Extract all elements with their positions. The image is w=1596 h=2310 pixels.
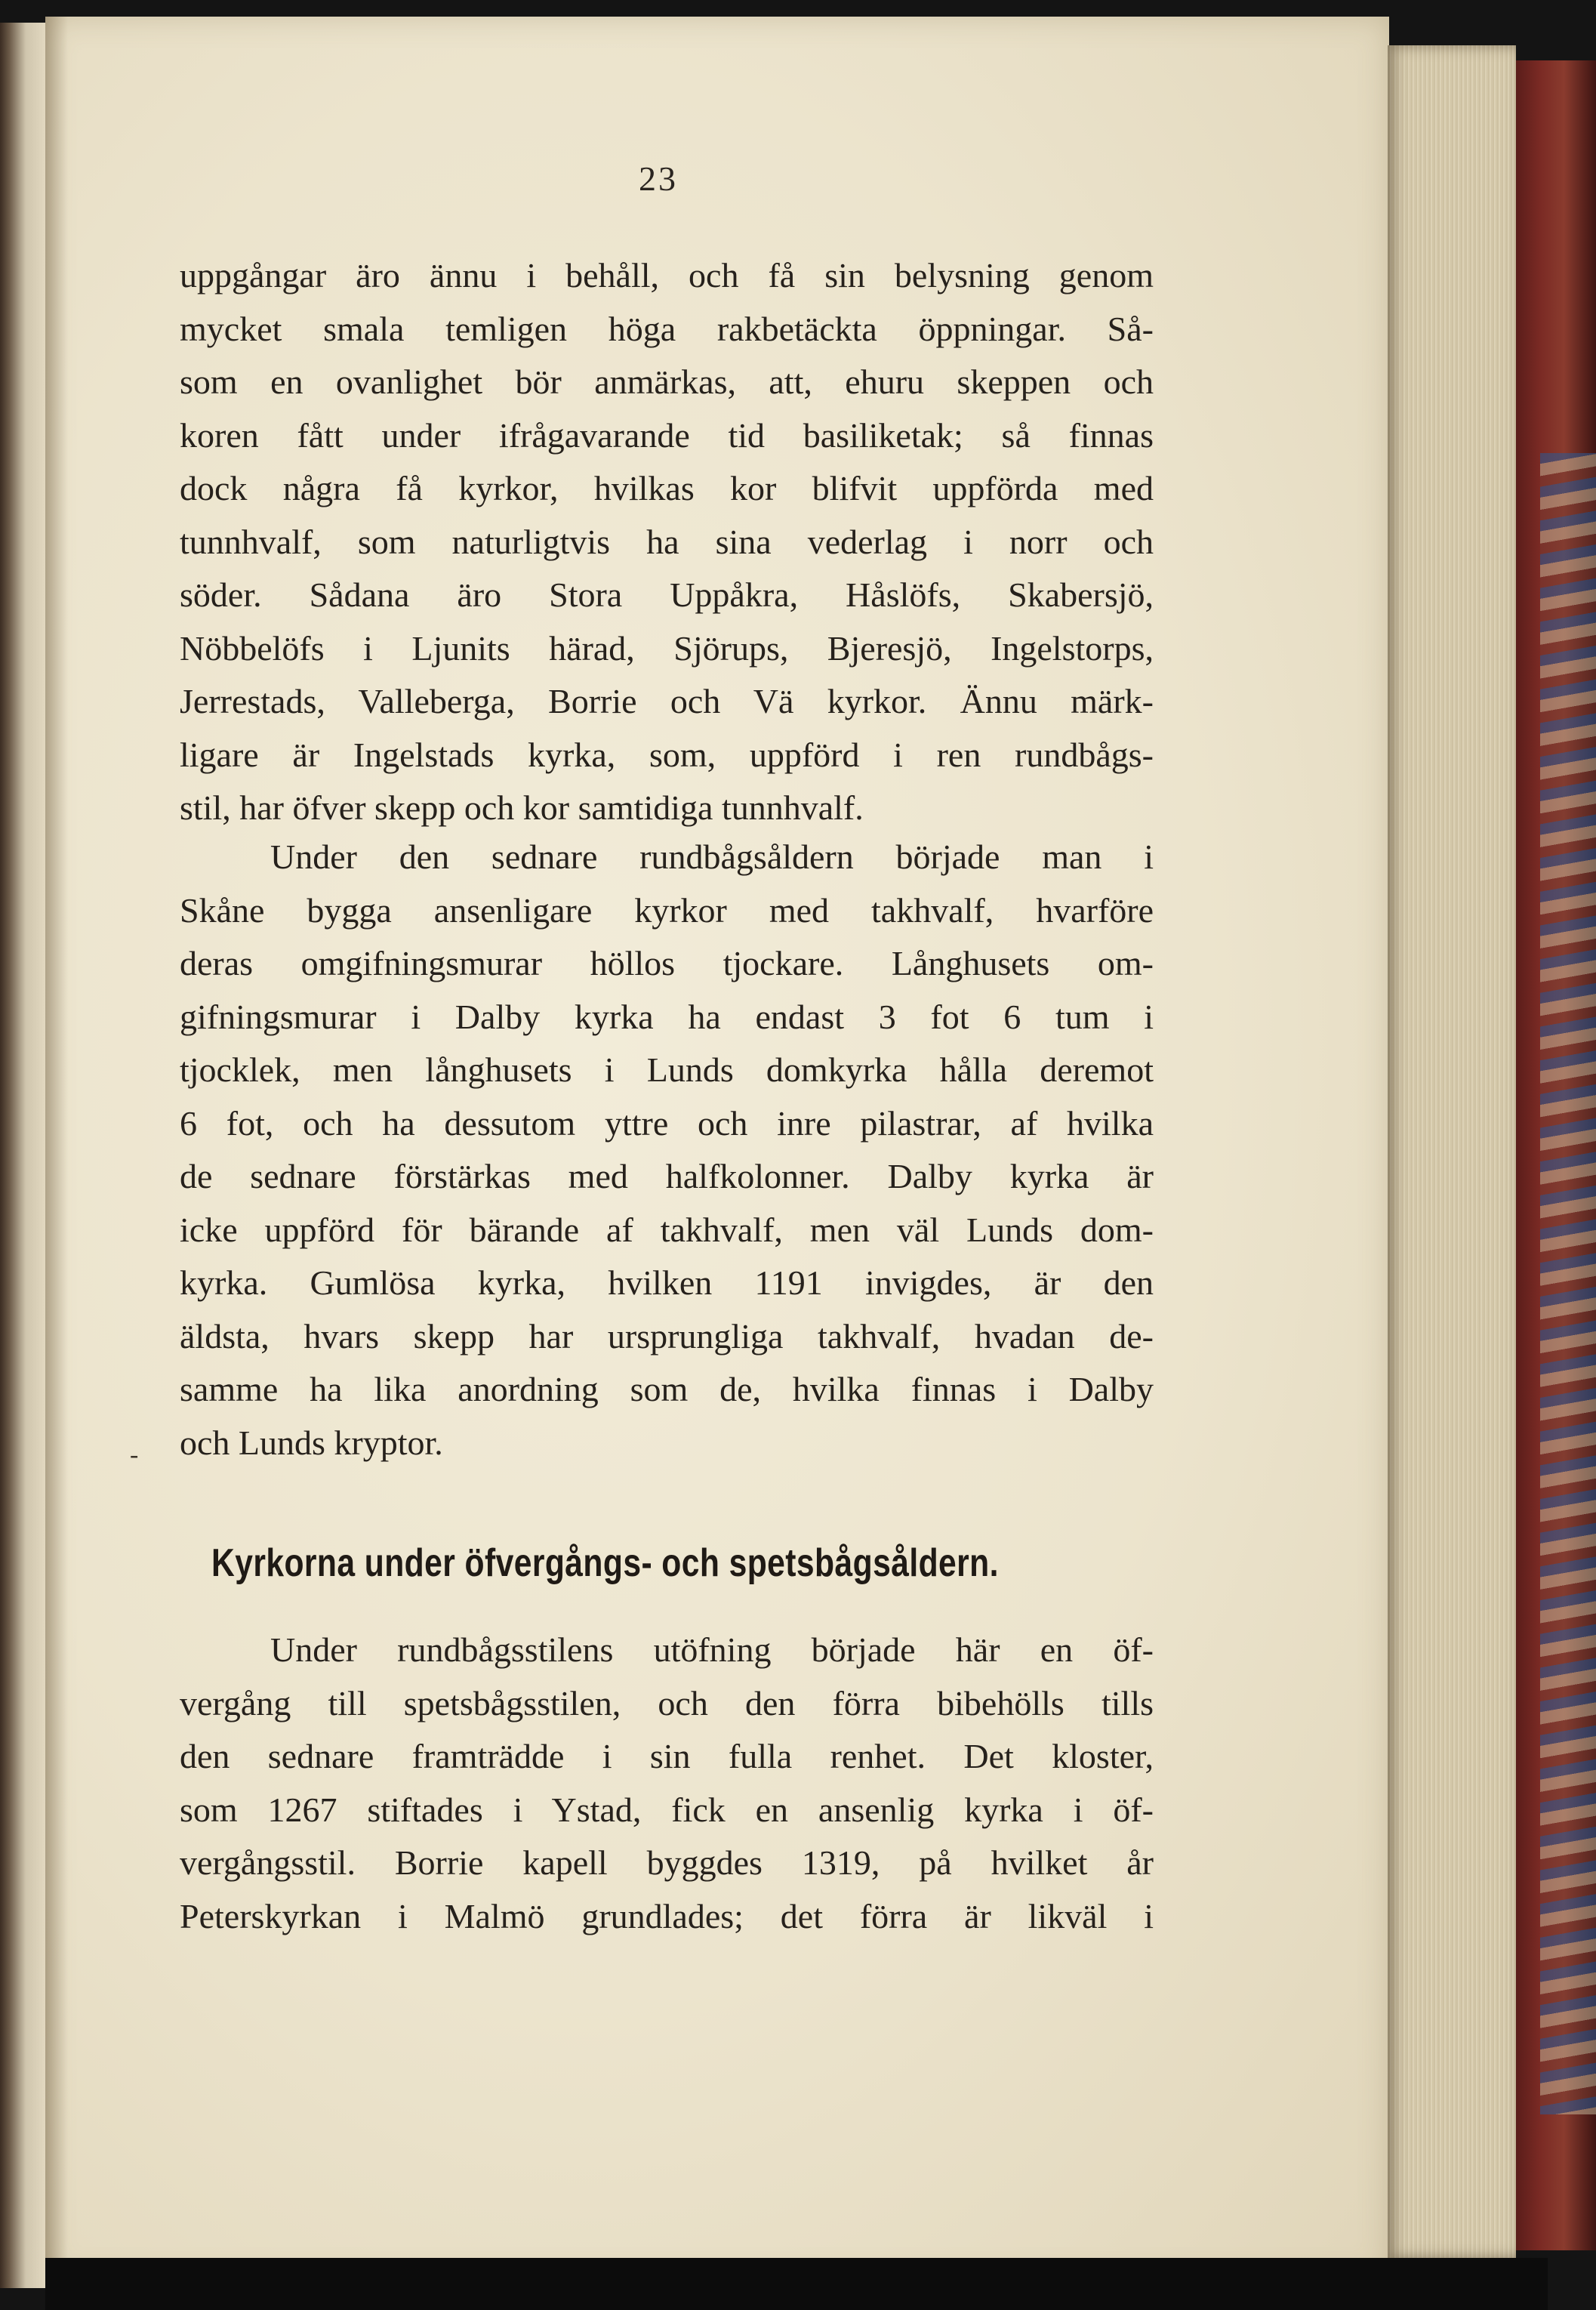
page-number: 23 [639,159,678,198]
text-line: de sednare förstärkas med halfkolonner. Dalby kyrka är [180,1157,1154,1195]
text-line: Jerrestads, Valleberga, Borrie och Vä kyrkor. Ännu märk- [180,682,1154,720]
marbled-endpaper [1540,453,1596,2114]
text-line: stil, har öfver skepp och kor samtidiga tunnhvalf. [180,788,864,827]
text-line: och Lunds kryptor. [180,1423,443,1462]
text-line: den sednare framträdde i sin fulla renhet. Det kloster, [180,1737,1154,1775]
text-line: tjocklek, men långhusets i Lunds domkyrka hålla deremot [180,1050,1154,1089]
paragraph-2 [180,831,1154,1470]
text-line: vergångsstil. Borrie kapell byggdes 1319, på hvilket år [180,1843,1154,1882]
text-line: Under den sednare rundbågsåldern började man i [270,837,1154,876]
section-heading: Kyrkorna under öfvergångs- och spetsbågsåldern. [211,1541,999,1585]
left-page-edge [0,23,47,2288]
text-line: Under rundbågsstilens utöfning började här en öf- [270,1630,1154,1669]
text-line: söder. Sådana äro Stora Uppåkra, Håslöfs, Skabersjö, [180,575,1154,614]
text-line: vergång till spetsbågsstilen, och den förra bibehölls tills [180,1683,1154,1722]
text-line: deras omgifningsmurar höllos tjockare. Långhusets om- [180,944,1154,982]
text-line: koren fått under ifrågavarande tid basiliketak; så finnas [180,415,1154,455]
text-line: 6 fot, och ha dessutom yttre och inre pilastrar, af hvilka [180,1103,1154,1143]
text-line: samme ha lika anordning som de, hvilka finnas i Dalby [180,1370,1154,1408]
text-line: äldsta, hvars skepp har ursprungliga takhvalf, hvadan de- [180,1316,1154,1355]
text-line: ligare är Ingelstads kyrka, som, uppförd i ren rundbågs- [180,735,1154,774]
text-line: som 1267 stiftades i Ystad, fick en ansenlig kyrka i öf- [180,1790,1154,1829]
text-line: mycket smala temligen höga rakbetäckta öppningar. Så- [180,309,1154,348]
text-line: dock några få kyrkor, hvilkas kor blifvit uppförda med [180,469,1154,507]
text-line: icke uppförd för bärande af takhvalf, men väl Lunds dom- [180,1210,1154,1249]
text-line: som en ovanlighet bör anmärkas, att, ehuru skeppen och [180,362,1154,401]
text-line: tunnhvalf, som naturligtvis ha sina vederlag i norr och [180,522,1154,561]
bottom-background [45,2258,1548,2310]
text-line: kyrka. Gumlösa kyrka, hvilken 1191 invigdes, är den [180,1263,1154,1302]
page-edges-stack [1388,45,1516,2258]
gutter-shadow [45,17,68,2278]
paragraph-3 [180,1624,1154,1943]
margin-mark: - [130,1441,139,1469]
text-line: Peterskyrkan i Malmö grundlades; det förra är likväl i [180,1896,1154,1935]
text-line: Nöbbelöfs i Ljunits härad, Sjörups, Bjeresjö, Ingelstorps, [180,628,1154,668]
text-line: gifningsmurar i Dalby kyrka ha endast 3 fot 6 tum i [180,997,1154,1036]
text-line: Skåne bygga ansenligare kyrkor med takhvalf, hvarföre [180,890,1154,930]
paragraph-1 [180,249,1154,835]
text-line: uppgångar äro ännu i behåll, och få sin belysning genom [180,256,1154,295]
